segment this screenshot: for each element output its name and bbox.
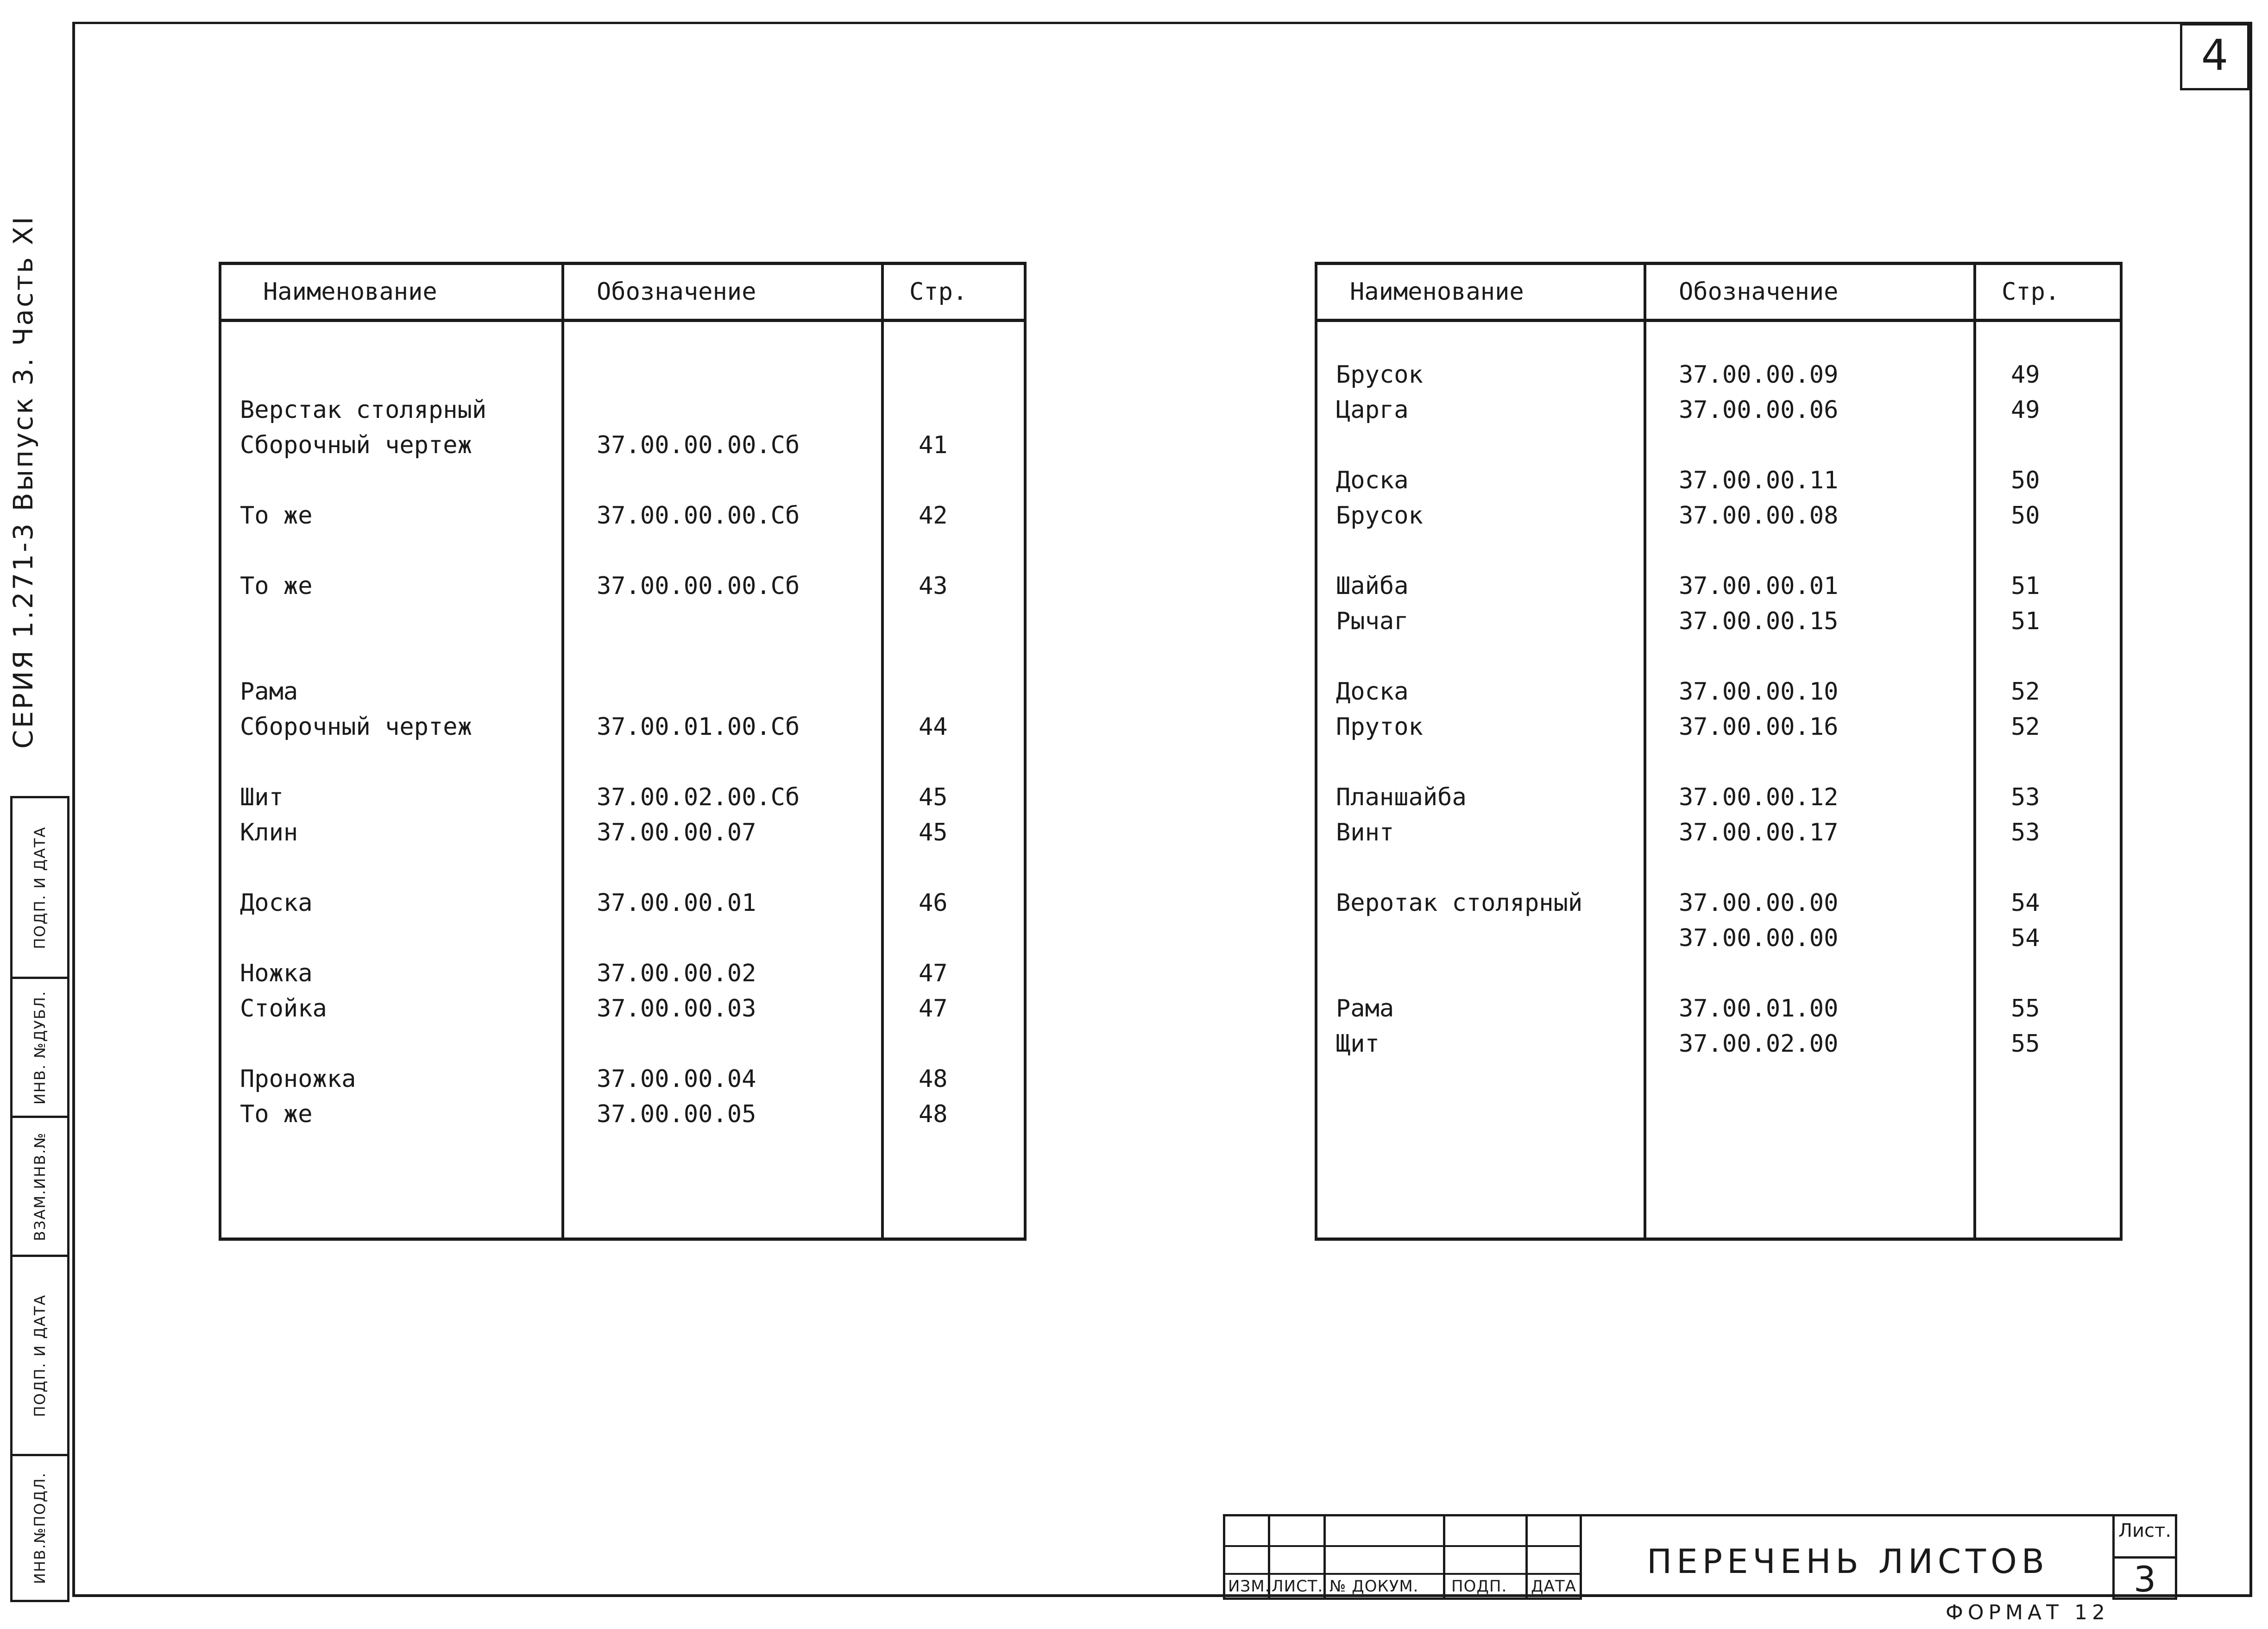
- table-row: [220, 1061, 1025, 1097]
- row-page: 50: [1975, 463, 2121, 498]
- row-name: То же: [220, 1097, 563, 1132]
- row-page: 53: [1975, 815, 2121, 850]
- document-title: ПЕРЕЧЕНЬ ЛИСТОВ: [1647, 1542, 2049, 1581]
- row-name: То же: [220, 498, 563, 533]
- row-page: 45: [882, 815, 1025, 850]
- table-row: [1316, 885, 2121, 921]
- row-designation: [1645, 1097, 1975, 1132]
- left-table-body: [220, 321, 1025, 1239]
- row-page: 50: [1975, 498, 2121, 533]
- row-name: Доска: [220, 885, 563, 921]
- right-sheet-table: [1315, 262, 2123, 1241]
- row-page: 42: [882, 498, 1025, 533]
- table-row: [1316, 1167, 2121, 1202]
- sheet-box: [2112, 1514, 2177, 1600]
- row-designation: 37.00.00.04: [563, 1061, 882, 1097]
- row-name: Доска: [1316, 463, 1645, 498]
- row-name: [1316, 745, 1645, 780]
- row-name: Пруток: [1316, 709, 1645, 745]
- table-row: [220, 885, 1025, 921]
- table-row: [220, 604, 1025, 639]
- table-row: [220, 780, 1025, 815]
- row-designation: 37.00.00.03: [563, 991, 882, 1026]
- table-row: [1316, 956, 2121, 991]
- table-row: [220, 463, 1025, 498]
- row-designation: [1645, 428, 1975, 463]
- row-page: 52: [1975, 709, 2121, 745]
- row-page: [1975, 1097, 2121, 1132]
- row-page: 51: [1975, 568, 2121, 604]
- table-row: [1316, 321, 2121, 358]
- row-designation: 37.00.00.12: [1645, 780, 1975, 815]
- table-row: [1316, 780, 2121, 815]
- row-page: [882, 1202, 1025, 1239]
- table-row: [1316, 1097, 2121, 1132]
- row-designation: [563, 392, 882, 428]
- table-row: [1316, 463, 2121, 498]
- header-name: Наименование: [1316, 264, 1645, 321]
- row-name: Рычаг: [1316, 604, 1645, 639]
- row-page: [1975, 321, 2121, 358]
- row-name: [1316, 1202, 1645, 1239]
- row-name: [1316, 1061, 1645, 1097]
- row-page: [1975, 1202, 2121, 1239]
- row-designation: [563, 639, 882, 674]
- row-designation: 37.00.00.00: [1645, 885, 1975, 921]
- side-cell: [13, 798, 67, 979]
- table-row: [1316, 991, 2121, 1026]
- sheet-number-corner: 4: [2180, 23, 2249, 90]
- row-name: Доска: [1316, 674, 1645, 709]
- row-name: Клин: [220, 815, 563, 850]
- row-name: [220, 639, 563, 674]
- table-row: [220, 498, 1025, 533]
- table-row: [220, 639, 1025, 674]
- table-row: [1316, 850, 2121, 885]
- row-page: 43: [882, 568, 1025, 604]
- row-page: [882, 1132, 1025, 1167]
- row-name: Царга: [1316, 392, 1645, 428]
- table-row: [1316, 815, 2121, 850]
- row-name: Стойка: [220, 991, 563, 1026]
- row-designation: [563, 1026, 882, 1061]
- table-row: [220, 1202, 1025, 1239]
- table-row: [1316, 498, 2121, 533]
- row-designation: [563, 1132, 882, 1167]
- table-row: [220, 745, 1025, 780]
- row-page: [882, 321, 1025, 358]
- table-row: [1316, 428, 2121, 463]
- row-page: 47: [882, 991, 1025, 1026]
- sheet-label: Лист.: [2118, 1520, 2172, 1541]
- row-name: [1316, 428, 1645, 463]
- row-name: [1316, 956, 1645, 991]
- row-designation: 37.00.00.00.Сб: [563, 428, 882, 463]
- revision-grid: [1223, 1514, 1582, 1600]
- row-designation: 37.00.00.17: [1645, 815, 1975, 850]
- side-label: ИНВ. №ДУБЛ.: [31, 990, 49, 1105]
- row-name: [220, 745, 563, 780]
- header-page: Стр.: [1975, 264, 2121, 321]
- row-name: Сборочный чертеж: [220, 428, 563, 463]
- right-table-body: [1316, 321, 2121, 1239]
- table-row: [220, 1132, 1025, 1167]
- header-name: Наименование: [220, 264, 563, 321]
- table-row: [1316, 709, 2121, 745]
- row-designation: [1645, 321, 1975, 358]
- row-name: Ножка: [220, 956, 563, 991]
- row-designation: 37.00.00.00: [1645, 921, 1975, 956]
- table-row: [1316, 1202, 2121, 1239]
- row-designation: [563, 357, 882, 392]
- row-name: [220, 1202, 563, 1239]
- row-page: [882, 921, 1025, 956]
- row-page: 55: [1975, 1026, 2121, 1061]
- row-name: [1316, 921, 1645, 956]
- row-page: [882, 1167, 1025, 1202]
- series-text: СЕРИЯ 1.271-3 Выпуск 3. Часть XI: [7, 215, 39, 749]
- row-name: Шайба: [1316, 568, 1645, 604]
- row-name: [220, 533, 563, 568]
- row-designation: [1645, 533, 1975, 568]
- row-designation: 37.00.02.00: [1645, 1026, 1975, 1061]
- table-row: [220, 815, 1025, 850]
- row-name: [1316, 850, 1645, 885]
- table-row: [220, 357, 1025, 392]
- table-row: [220, 674, 1025, 709]
- row-page: 54: [1975, 921, 2121, 956]
- table-row: [220, 321, 1025, 358]
- row-page: 51: [1975, 604, 2121, 639]
- table-row: [1316, 568, 2121, 604]
- table-row: [1316, 745, 2121, 780]
- row-designation: 37.00.00.01: [1645, 568, 1975, 604]
- title-block: [1223, 1514, 2251, 1600]
- row-name: То же: [220, 568, 563, 604]
- row-page: [882, 604, 1025, 639]
- row-page: [882, 357, 1025, 392]
- row-name: [1316, 639, 1645, 674]
- side-cell: [13, 1456, 67, 1600]
- row-name: [1316, 1132, 1645, 1167]
- row-name: [1316, 321, 1645, 358]
- stamp-col-label: № ДОКУМ.: [1329, 1577, 1419, 1596]
- row-designation: [1645, 745, 1975, 780]
- row-designation: 37.00.00.02: [563, 956, 882, 991]
- row-page: [1975, 956, 2121, 991]
- row-designation: 37.00.00.10: [1645, 674, 1975, 709]
- row-page: [882, 392, 1025, 428]
- row-designation: [1645, 1167, 1975, 1202]
- row-name: Шит: [220, 780, 563, 815]
- row-page: [882, 850, 1025, 885]
- row-designation: [1645, 850, 1975, 885]
- row-designation: [1645, 956, 1975, 991]
- table-row: [220, 991, 1025, 1026]
- row-page: 53: [1975, 780, 2121, 815]
- row-name: Брусок: [1316, 498, 1645, 533]
- table-row: [220, 533, 1025, 568]
- row-page: 41: [882, 428, 1025, 463]
- row-name: [220, 604, 563, 639]
- row-name: Винт: [1316, 815, 1645, 850]
- row-page: [1975, 428, 2121, 463]
- table-row: [220, 392, 1025, 428]
- row-page: [1975, 639, 2121, 674]
- side-stamp-strip: [10, 796, 69, 1602]
- row-designation: 37.00.00.06: [1645, 392, 1975, 428]
- row-page: [882, 639, 1025, 674]
- table-row: [1316, 921, 2121, 956]
- row-page: [882, 745, 1025, 780]
- row-name: Верстак столярный: [220, 392, 563, 428]
- row-name: [220, 321, 563, 358]
- row-page: [882, 674, 1025, 709]
- table-row: [1316, 357, 2121, 392]
- row-page: [882, 533, 1025, 568]
- stamp-col-label: ИЗМ.: [1228, 1577, 1271, 1596]
- row-page: 49: [1975, 357, 2121, 392]
- table-row: [220, 850, 1025, 885]
- side-label: ПОДП. И ДАТА: [31, 1294, 49, 1417]
- row-name: Планшайба: [1316, 780, 1645, 815]
- row-page: 48: [882, 1061, 1025, 1097]
- row-page: [1975, 1167, 2121, 1202]
- table-row: [220, 428, 1025, 463]
- row-name: [1316, 1167, 1645, 1202]
- table-row: [220, 956, 1025, 991]
- row-page: 44: [882, 709, 1025, 745]
- row-designation: [563, 745, 882, 780]
- stamp-col-label: ЛИСТ.: [1272, 1577, 1323, 1596]
- table-row: [220, 568, 1025, 604]
- table-row: [220, 1026, 1025, 1061]
- stamp-col-label: ДАТА: [1531, 1577, 1576, 1596]
- table-row: [220, 1097, 1025, 1132]
- row-page: 46: [882, 885, 1025, 921]
- row-designation: 37.00.00.15: [1645, 604, 1975, 639]
- row-name: Брусок: [1316, 357, 1645, 392]
- row-page: 47: [882, 956, 1025, 991]
- side-label: ИНВ.№ПОДЛ.: [31, 1472, 49, 1584]
- table-row: [1316, 674, 2121, 709]
- row-page: [1975, 850, 2121, 885]
- row-page: 48: [882, 1097, 1025, 1132]
- row-page: [1975, 533, 2121, 568]
- row-designation: 37.00.00.07: [563, 815, 882, 850]
- row-name: [220, 850, 563, 885]
- row-designation: [563, 674, 882, 709]
- row-name: Щит: [1316, 1026, 1645, 1061]
- table-row: [1316, 392, 2121, 428]
- header-page: Стр.: [882, 264, 1025, 321]
- row-designation: 37.00.00.08: [1645, 498, 1975, 533]
- row-page: [1975, 1132, 2121, 1167]
- table-row: [1316, 533, 2121, 568]
- header-designation: Обозначение: [1645, 264, 1975, 321]
- row-designation: [1645, 1132, 1975, 1167]
- row-designation: 37.00.01.00.Сб: [563, 709, 882, 745]
- row-designation: 37.00.00.09: [1645, 357, 1975, 392]
- row-name: [220, 357, 563, 392]
- table-row: [1316, 1026, 2121, 1061]
- row-name: [1316, 1097, 1645, 1132]
- row-designation: 37.00.00.00.Сб: [563, 568, 882, 604]
- row-designation: 37.00.00.05: [563, 1097, 882, 1132]
- row-name: [1316, 533, 1645, 568]
- side-cell: [13, 979, 67, 1118]
- row-page: [1975, 1061, 2121, 1097]
- side-cell: [13, 1257, 67, 1456]
- row-designation: [563, 533, 882, 568]
- side-label: ПОДП. И ДАТА: [31, 826, 49, 949]
- table-row: [1316, 1061, 2121, 1097]
- row-designation: [563, 604, 882, 639]
- row-designation: [563, 921, 882, 956]
- table-row: [1316, 1132, 2121, 1167]
- row-designation: [563, 1167, 882, 1202]
- row-page: 52: [1975, 674, 2121, 709]
- row-designation: [563, 463, 882, 498]
- row-name: [220, 1132, 563, 1167]
- row-designation: 37.00.00.01: [563, 885, 882, 921]
- row-designation: 37.00.00.11: [1645, 463, 1975, 498]
- row-designation: 37.00.00.00.Сб: [563, 498, 882, 533]
- table-row: [220, 709, 1025, 745]
- row-page: 54: [1975, 885, 2121, 921]
- side-label: ВЗАМ.ИНВ.№: [31, 1131, 49, 1241]
- row-name: [220, 463, 563, 498]
- header-designation: Обозначение: [563, 264, 882, 321]
- row-page: [882, 463, 1025, 498]
- row-name: [220, 1026, 563, 1061]
- left-sheet-table: [219, 262, 1027, 1241]
- row-page: 49: [1975, 392, 2121, 428]
- table-row: [220, 1167, 1025, 1202]
- table-row: [1316, 639, 2121, 674]
- row-designation: [1645, 1202, 1975, 1239]
- row-designation: 37.00.02.00.Сб: [563, 780, 882, 815]
- table-row: [220, 921, 1025, 956]
- table-row: [1316, 604, 2121, 639]
- row-designation: 37.00.00.16: [1645, 709, 1975, 745]
- row-name: [220, 921, 563, 956]
- row-designation: 37.00.01.00: [1645, 991, 1975, 1026]
- row-name: Рама: [1316, 991, 1645, 1026]
- row-designation: [563, 321, 882, 358]
- row-page: 45: [882, 780, 1025, 815]
- row-page: [882, 1026, 1025, 1061]
- format-label: ФОРМАТ 12: [1946, 1601, 2110, 1624]
- row-page: 55: [1975, 991, 2121, 1026]
- sheet-number: 3: [2115, 1556, 2175, 1600]
- side-cell: [13, 1118, 67, 1257]
- row-designation: [563, 850, 882, 885]
- row-designation: [1645, 639, 1975, 674]
- row-name: Сборочный чертеж: [220, 709, 563, 745]
- row-designation: [1645, 1061, 1975, 1097]
- row-page: [1975, 745, 2121, 780]
- row-designation: [563, 1202, 882, 1239]
- stamp-col-label: ПОДП.: [1451, 1577, 1507, 1596]
- row-name: Проножка: [220, 1061, 563, 1097]
- row-name: Рама: [220, 674, 563, 709]
- row-name: [220, 1167, 563, 1202]
- row-name: Веротак столярный: [1316, 885, 1645, 921]
